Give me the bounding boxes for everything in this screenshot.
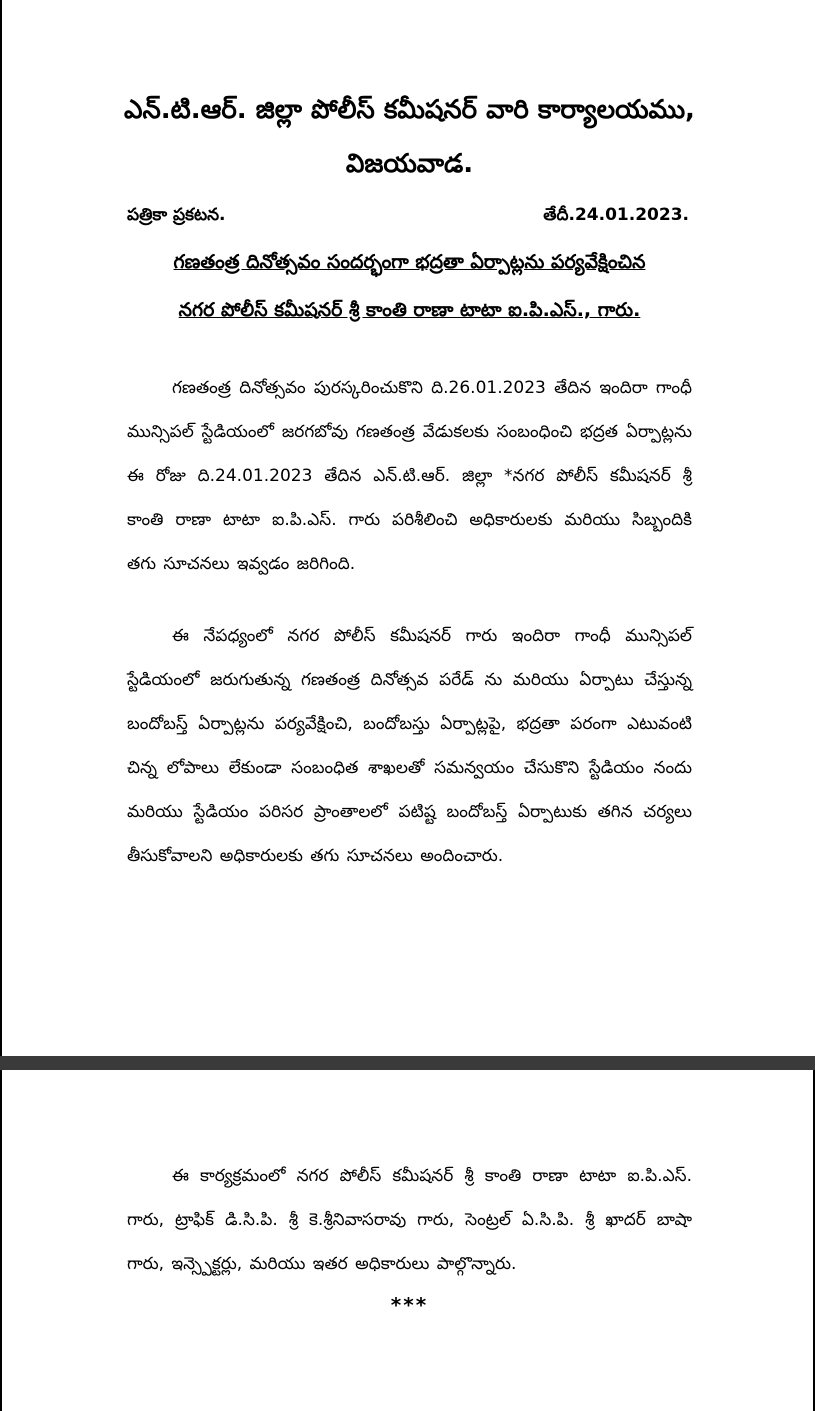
subject-line-1-text: గణతంత్ర దినోత్సవం సందర్భంగా భద్రతా ఏర్పాట్లను పర్యవేక్షించిన bbox=[173, 251, 646, 273]
end-mark: *** bbox=[390, 1293, 429, 1317]
page-separator bbox=[0, 1056, 815, 1070]
subject-line-2-text: నగర పోలీస్ కమీషనర్ శ్రీ కాంతి రాణా టాటా ఐ.పి.ఎస్., గారు. bbox=[178, 299, 641, 321]
body-paragraph-1: గణతంత్ర దినోత్సవం పురస్కరించుకొని ది.26.01.2023 తేదిన ఇందిరా గాంధీ మున్సిపల్ స్టేడియంలో జరగబోవు గణతంత్ర వేడుకలకు సంబంధించి భద్రత ఏర్పాట్లను ఈ రోజు ది.24.01.2023 తేదిన ఎన్.టి.ఆర్. జిల్లా *నగర పోలీస్ కమీషనర్ శ్రీ కాంతి రాణా టాటా ఐ.పి.ఎస్. గారు పరిశీలించి అధికారులకు మరియు సిబ్బందికి తగు సూచనలు ఇవ్వడం జరిగింది. bbox=[127, 378, 692, 574]
subject-line-2 bbox=[2, 296, 815, 324]
office-title: ఎన్.టి.ఆర్. జిల్లా పోలీస్ కమీషనర్ వారి కార్యాలయము, bbox=[124, 95, 695, 125]
body-paragraph-3: ఈ కార్యక్రమంలో నగర పోలీస్ కమీషనర్ శ్రీ కాంతి రాణా టాటా ఐ.పి.ఎస్. గారు, ట్రాఫిక్ డి.సి.పి. శ్రీ కె.శ్రీనివాసరావు గారు, సెంట్రల్ ఏ.సి.పి. శ్రీ ఖాదర్ బాషా గారు, ఇన్స్పెక్టర్లు, మరియు ఇతర అధికారులు పాల్గొన్నారు. bbox=[127, 1166, 692, 1274]
document-page-2 bbox=[0, 1070, 815, 1411]
press-release-label: పత్రికా ప్రకటన. bbox=[127, 205, 226, 225]
city-title: విజయవాడ. bbox=[345, 149, 474, 179]
subject-line-1 bbox=[2, 248, 815, 276]
release-date: తేదీ.24.01.2023. bbox=[543, 205, 689, 225]
body-paragraph-2: ఈ నేపధ్యంలో నగర పోలీస్ కమీషనర్ గారు ఇందిరా గాంధీ మున్సిపల్ స్టేడియంలో జరుగుతున్న గణతంత్ర దినోత్సవ పరేడ్ ను మరియు ఏర్పాటు చేస్తున్న బందోబస్త్ ఏర్పాట్లను పర్యవేక్షించి, బందోబస్తు ఏర్పాట్లపై, భద్రతా పరంగా ఎటువంటి చిన్న లోపాలు లేకుండా సంబంధిత శాఖలతో సమన్వయం చేసుకొని స్టేడియం నందు మరియు స్టేడియం పరిసర ప్రాంతాలలో పటిష్ట బందోబస్త్ ఏర్పాటుకు తగిన చర్యలు తీసుకోవాలని అధికారులకు తగు సూచనలు అందించారు. bbox=[127, 626, 692, 866]
